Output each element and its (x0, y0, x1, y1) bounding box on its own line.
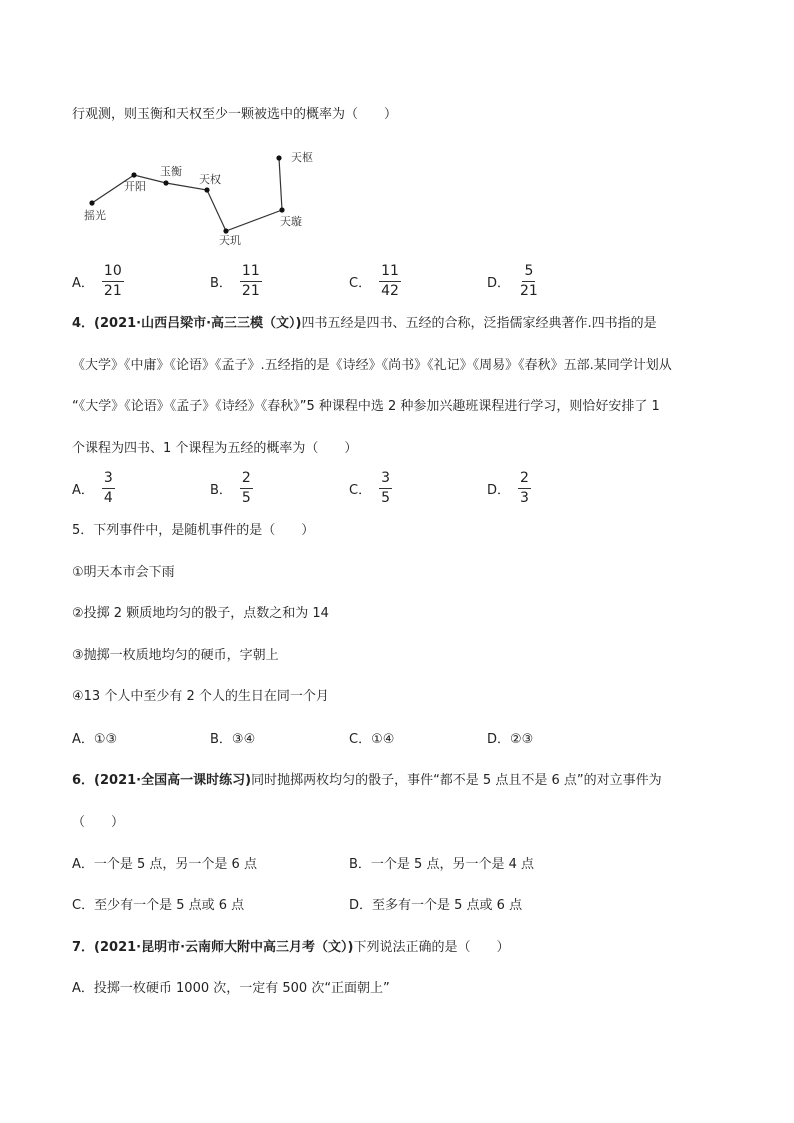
q5-stem: 5．下列事件中，是随机事件的是（ ） (72, 523, 315, 538)
star-label: 玉衡 (160, 165, 182, 178)
fraction: $\frac{2}{5}$ (241, 469, 251, 506)
q3-option-b[interactable]: B． $\frac{11}{21}$ (210, 262, 260, 299)
q3-options (72, 259, 732, 303)
q4-option-c[interactable]: C． $\frac{3}{5}$ (349, 469, 390, 506)
fraction: $\frac{5}{21}$ (520, 262, 538, 299)
q6-option-d[interactable]: D．至多有一个是 5 点或 6 点 (349, 898, 523, 913)
star-point (89, 200, 94, 205)
q5-item-3: ③抛掷一枚质地均匀的硬币，字朝上 (72, 648, 279, 663)
star-point (279, 207, 284, 212)
q4-option-b[interactable]: B． $\frac{2}{5}$ (210, 469, 251, 506)
star-label: 天玑 (219, 234, 241, 247)
q4-line2: 《大学》《中庸》《论语》《孟子》.五经指的是《诗经》《尚书》《礼记》《周易》《春秋》五部.某同学计划从 (72, 358, 672, 373)
fraction: $\frac{11}{21}$ (241, 262, 260, 299)
q6-option-c[interactable]: C．至少有一个是 5 点或 6 点 (72, 898, 245, 913)
star-label: 开阳 (124, 180, 146, 193)
q6-paren: （ ） (72, 815, 125, 830)
q4-option-d[interactable]: D． $\frac{2}{3}$ (487, 469, 529, 506)
star-point (223, 228, 228, 233)
q5-item-1: ①明天本市会下雨 (72, 565, 175, 580)
q4-line4: 个课程为四书、1 个课程为五经的概率为（ ） (72, 441, 358, 456)
q5-option-b[interactable]: B．③④ (210, 732, 256, 747)
q6-stem: 6．(2021·全国高一课时练习)同时抛掷两枚均匀的骰子，事件“都不是 5 点且不是 6 点”的对立事件为 (72, 773, 662, 788)
star-point (276, 155, 281, 160)
star-point (163, 180, 168, 185)
q4-options (72, 466, 732, 510)
q3-option-c[interactable]: C． $\frac{11}{42}$ (349, 262, 399, 299)
star-label: 天璇 (280, 215, 302, 228)
q6-option-a[interactable]: A．一个是 5 点，另一个是 6 点 (72, 857, 257, 872)
q5-item-4: ④13 个人中至少有 2 个人的生日在同一个月 (72, 689, 329, 704)
q3-stem-tail: 行观测，则玉衡和天权至少一颗被选中的概率为（ ） (72, 107, 398, 122)
star-label: 天权 (199, 173, 221, 186)
q5-option-c[interactable]: C．①④ (349, 732, 395, 747)
q4-line3: “《大学》《论语》《孟子》《诗经》《春秋》”5 种课程中选 2 种参加兴趣班课程进行学习，则恰好安排了 1 (72, 399, 660, 414)
star-point (131, 172, 136, 177)
q4-option-a[interactable]: A． $\frac{3}{4}$ (72, 469, 113, 506)
star-label: 摇光 (84, 209, 106, 222)
q7-option-a[interactable]: A．投掷一枚硬币 1000 次，一定有 500 次“正面朝上” (72, 981, 390, 996)
q7-stem: 7．(2021·昆明市·云南师大附中高三月考（文）)下列说法正确的是（ ） (72, 940, 510, 955)
q6-source: 6．(2021·全国高一课时练习) (72, 773, 252, 788)
q4-line1: 4．(2021·山西吕梁市·高三三模（文）)四书五经是四书、五经的合称，泛指儒家经典著作.四书指的是 (72, 316, 657, 331)
q3-option-a[interactable]: A． $\frac{10}{21}$ (72, 262, 122, 299)
q6-option-b[interactable]: B．一个是 5 点，另一个是 4 点 (349, 857, 534, 872)
fraction: $\frac{11}{42}$ (381, 262, 399, 299)
fraction: $\frac{3}{5}$ (381, 469, 390, 506)
star-point (204, 187, 209, 192)
q3-option-d[interactable]: D． $\frac{5}{21}$ (487, 262, 538, 299)
q7-source: 7．(2021·昆明市·云南师大附中高三月考（文）) (72, 940, 354, 955)
q4-source: 4．(2021·山西吕梁市·高三三模（文）) (72, 316, 302, 331)
q5-item-2: ②投掷 2 颗质地均匀的骰子，点数之和为 14 (72, 606, 329, 621)
q5-option-a[interactable]: A．①③ (72, 732, 118, 747)
big-dipper-diagram (80, 148, 340, 252)
fraction: $\frac{2}{3}$ (520, 469, 529, 506)
q5-option-d[interactable]: D．②③ (487, 732, 534, 747)
fraction: $\frac{10}{21}$ (103, 262, 122, 299)
fraction: $\frac{3}{4}$ (103, 469, 113, 506)
star-label: 天枢 (291, 151, 313, 164)
